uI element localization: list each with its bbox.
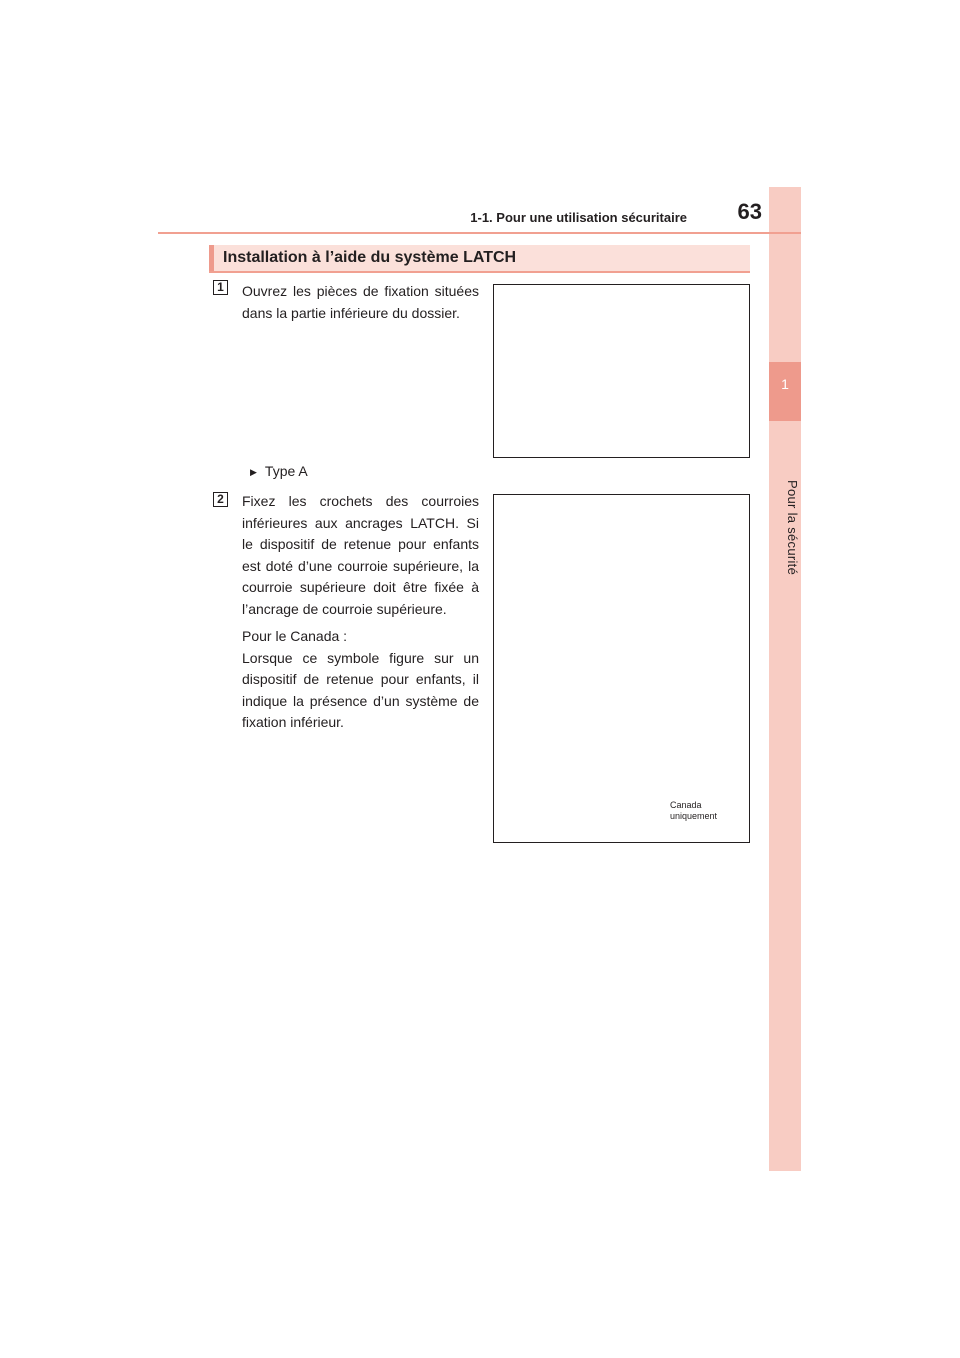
figure-2-caption-line1: Canada <box>670 800 702 810</box>
chapter-label: Pour la sécurité <box>785 480 800 576</box>
step-2-text <box>242 491 479 734</box>
step-2-badge: 2 <box>213 492 228 507</box>
section-title: Installation à l’aide du système LATCH <box>223 249 517 266</box>
section-accent <box>209 245 214 271</box>
section-heading-bar <box>209 245 750 273</box>
type-label: Type A <box>264 463 308 479</box>
step-2-paragraph: Fixez les crochets des courroies inférieures aux ancrages LATCH. Si le dispositif de retenue pour enfants est doté d’une courroie supérieure, la courroie supérieure doit être fixée à l’ancrage de courroie supérieure. <box>242 493 479 617</box>
chapter-number: 1 <box>781 376 789 392</box>
triangle-bullet-icon: ▶ <box>250 467 257 477</box>
figure-2-illustration <box>493 494 750 843</box>
canada-note-heading: Pour le Canada : <box>242 628 348 644</box>
canada-note-text: Lorsque ce symbole figure sur un dispositif de retenue pour enfants, il indique la présence d’un système de fixation inférieur. <box>242 649 479 730</box>
step-1-paragraph: Ouvrez les pièces de fixation situées dans la partie inférieure du dossier. <box>242 283 479 321</box>
type-bullet <box>250 463 308 479</box>
figure-2-caption <box>670 800 717 822</box>
figure-2-caption-line2: uniquement <box>670 811 718 821</box>
running-head: 1-1. Pour une utilisation sécuritaire <box>470 210 687 225</box>
page-number: 63 <box>737 199 762 224</box>
step-1-text <box>242 281 479 324</box>
chapter-side-tab <box>769 187 801 1171</box>
step-1-badge: 1 <box>213 280 228 295</box>
figure-1-illustration <box>493 284 750 458</box>
header-rule <box>158 232 801 234</box>
